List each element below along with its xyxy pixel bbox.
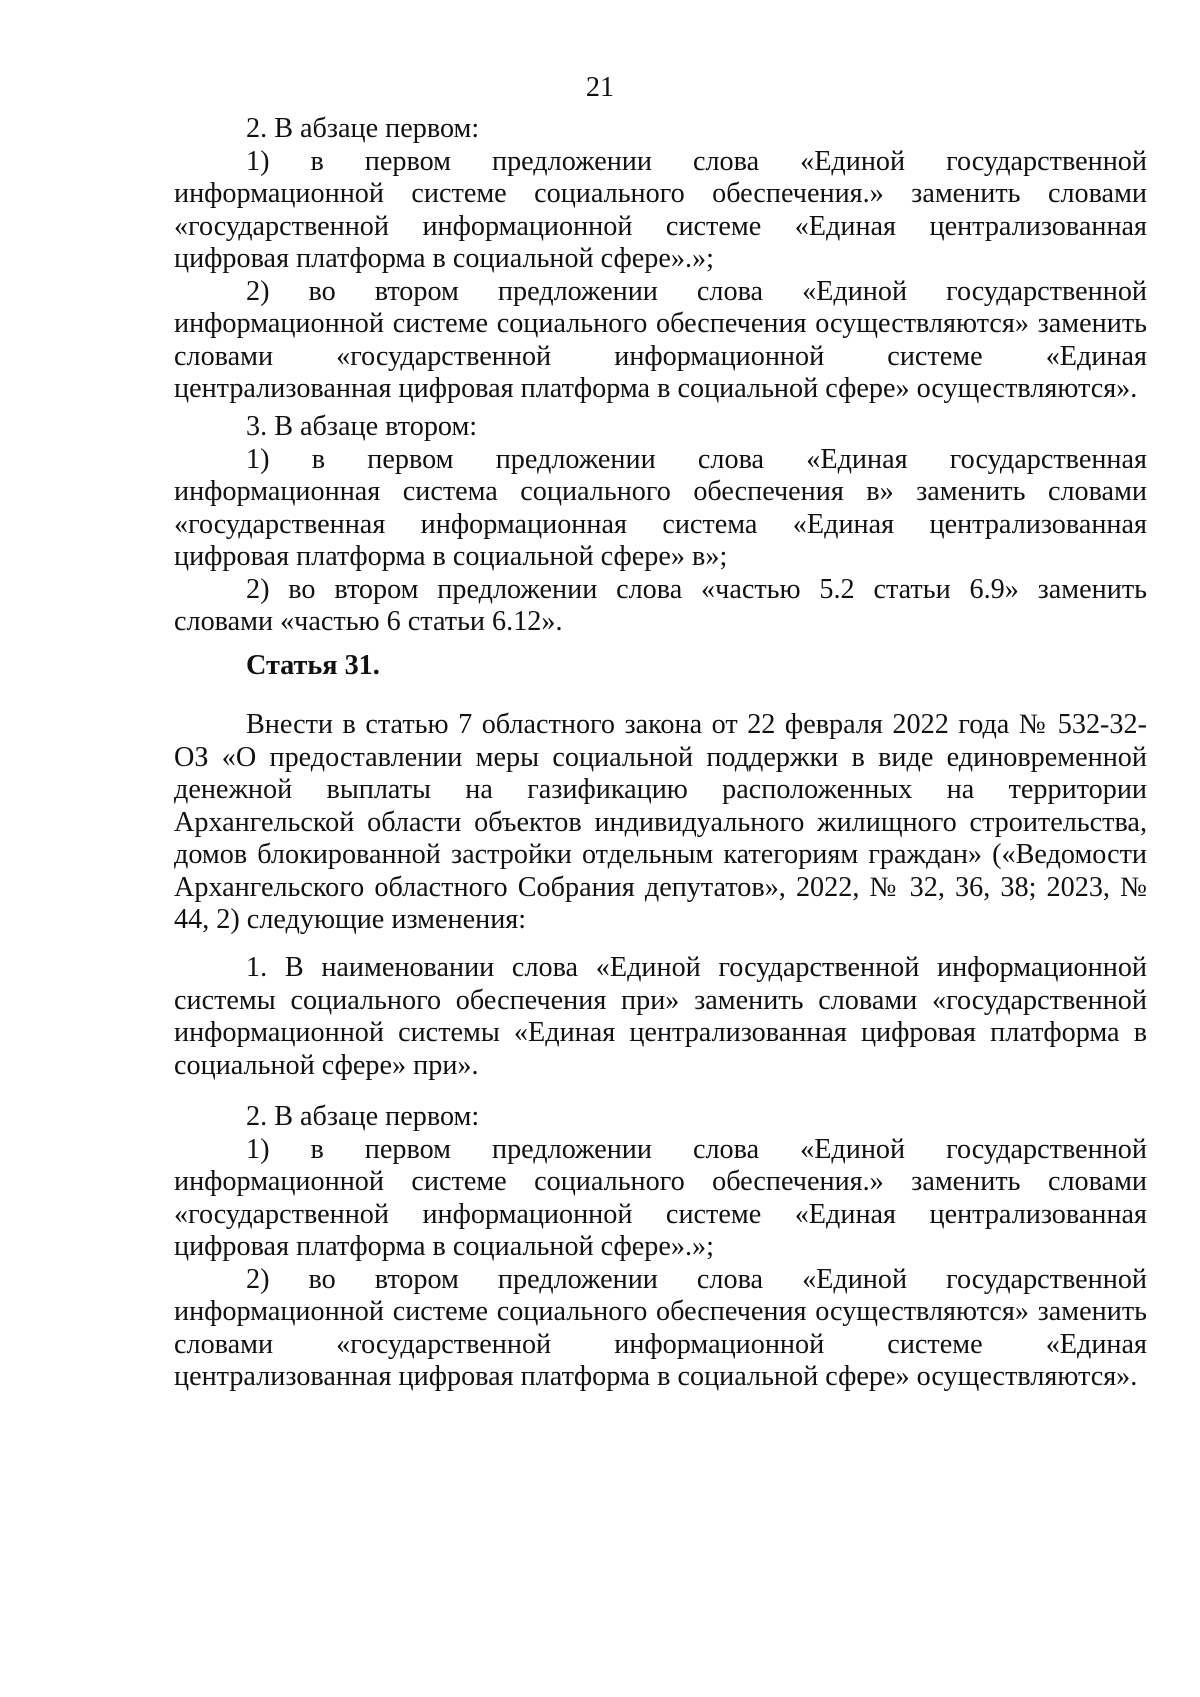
amendment-block-4 bbox=[174, 1101, 1147, 1394]
amendment-block-3 bbox=[174, 952, 1147, 1082]
amendment-block-2 bbox=[174, 411, 1147, 639]
amendment-block-1 bbox=[174, 113, 1147, 406]
article-heading-block bbox=[174, 650, 1147, 683]
amendment-item: 2) во втором предложении слова «частью 5.2 статьи 6.9» заменить словами «частью 6 статьи 6.12». bbox=[174, 573, 1147, 637]
article-body-block bbox=[174, 709, 1147, 937]
amendment-item: 1) в первом предложении слова «Единая государственная информационная система социального обеспечения в» заменить словами «государственная информационная система «Единая централизованная цифровая платформа в социальной сфере» в»; bbox=[174, 443, 1147, 572]
paragraph-heading: 2. В абзаце первом: bbox=[246, 113, 480, 144]
amendment-item: 2) во втором предложении слова «Единой государственной информационной системе социального обеспечения осуществляются» заменить словами «государственной информационной системе «Единая централизованная цифровая платформа в социальной сфере» осуществляются». bbox=[174, 275, 1147, 404]
article-body: Внести в статью 7 областного закона от 22 февраля 2022 года № 532-32-ОЗ «О предоставлении меры социальной поддержки в виде единовременной денежной выплаты на газификацию расположенных на территории Архангельской области объектов индивидуального жилищного строительства, домов блокированной застройки отдельным категориям граждан» («Ведомости Архангельского областного Собрания депутатов», 2022, № 32, 36, 38; 2023, № 44, 2) следующие изменения: bbox=[174, 709, 1147, 935]
amendment-item: 1) в первом предложении слова «Единой государственной информационной системе социального обеспечения.» заменить словами «государственной информационной системе «Единая централизованная цифровая платформа в социальной сфере».»; bbox=[174, 1133, 1147, 1262]
paragraph-heading: 2. В абзаце первом: bbox=[246, 1101, 480, 1132]
amendment-item: 2) во втором предложении слова «Единой государственной информационной системе социального обеспечения осуществляются» заменить словами «государственной информационной системе «Единая централизованная цифровая платформа в социальной сфере» осуществляются». bbox=[174, 1263, 1147, 1392]
amendment-item: 1. В наименовании слова «Единой государственной информационной системы социального обеспечения при» заменить словами «государственной информационной системы «Единая централизованная цифровая платформа в социальной сфере» при». bbox=[174, 952, 1147, 1081]
page-number: 21 bbox=[585, 72, 615, 103]
amendment-item: 1) в первом предложении слова «Единой государственной информационной системе социального обеспечения.» заменить словами «государственной информационной системе «Единая централизованная цифровая платформа в социальной сфере».»; bbox=[174, 145, 1147, 274]
paragraph-heading: 3. В абзаце втором: bbox=[246, 411, 478, 442]
article-heading: Статья 31. bbox=[246, 650, 380, 681]
